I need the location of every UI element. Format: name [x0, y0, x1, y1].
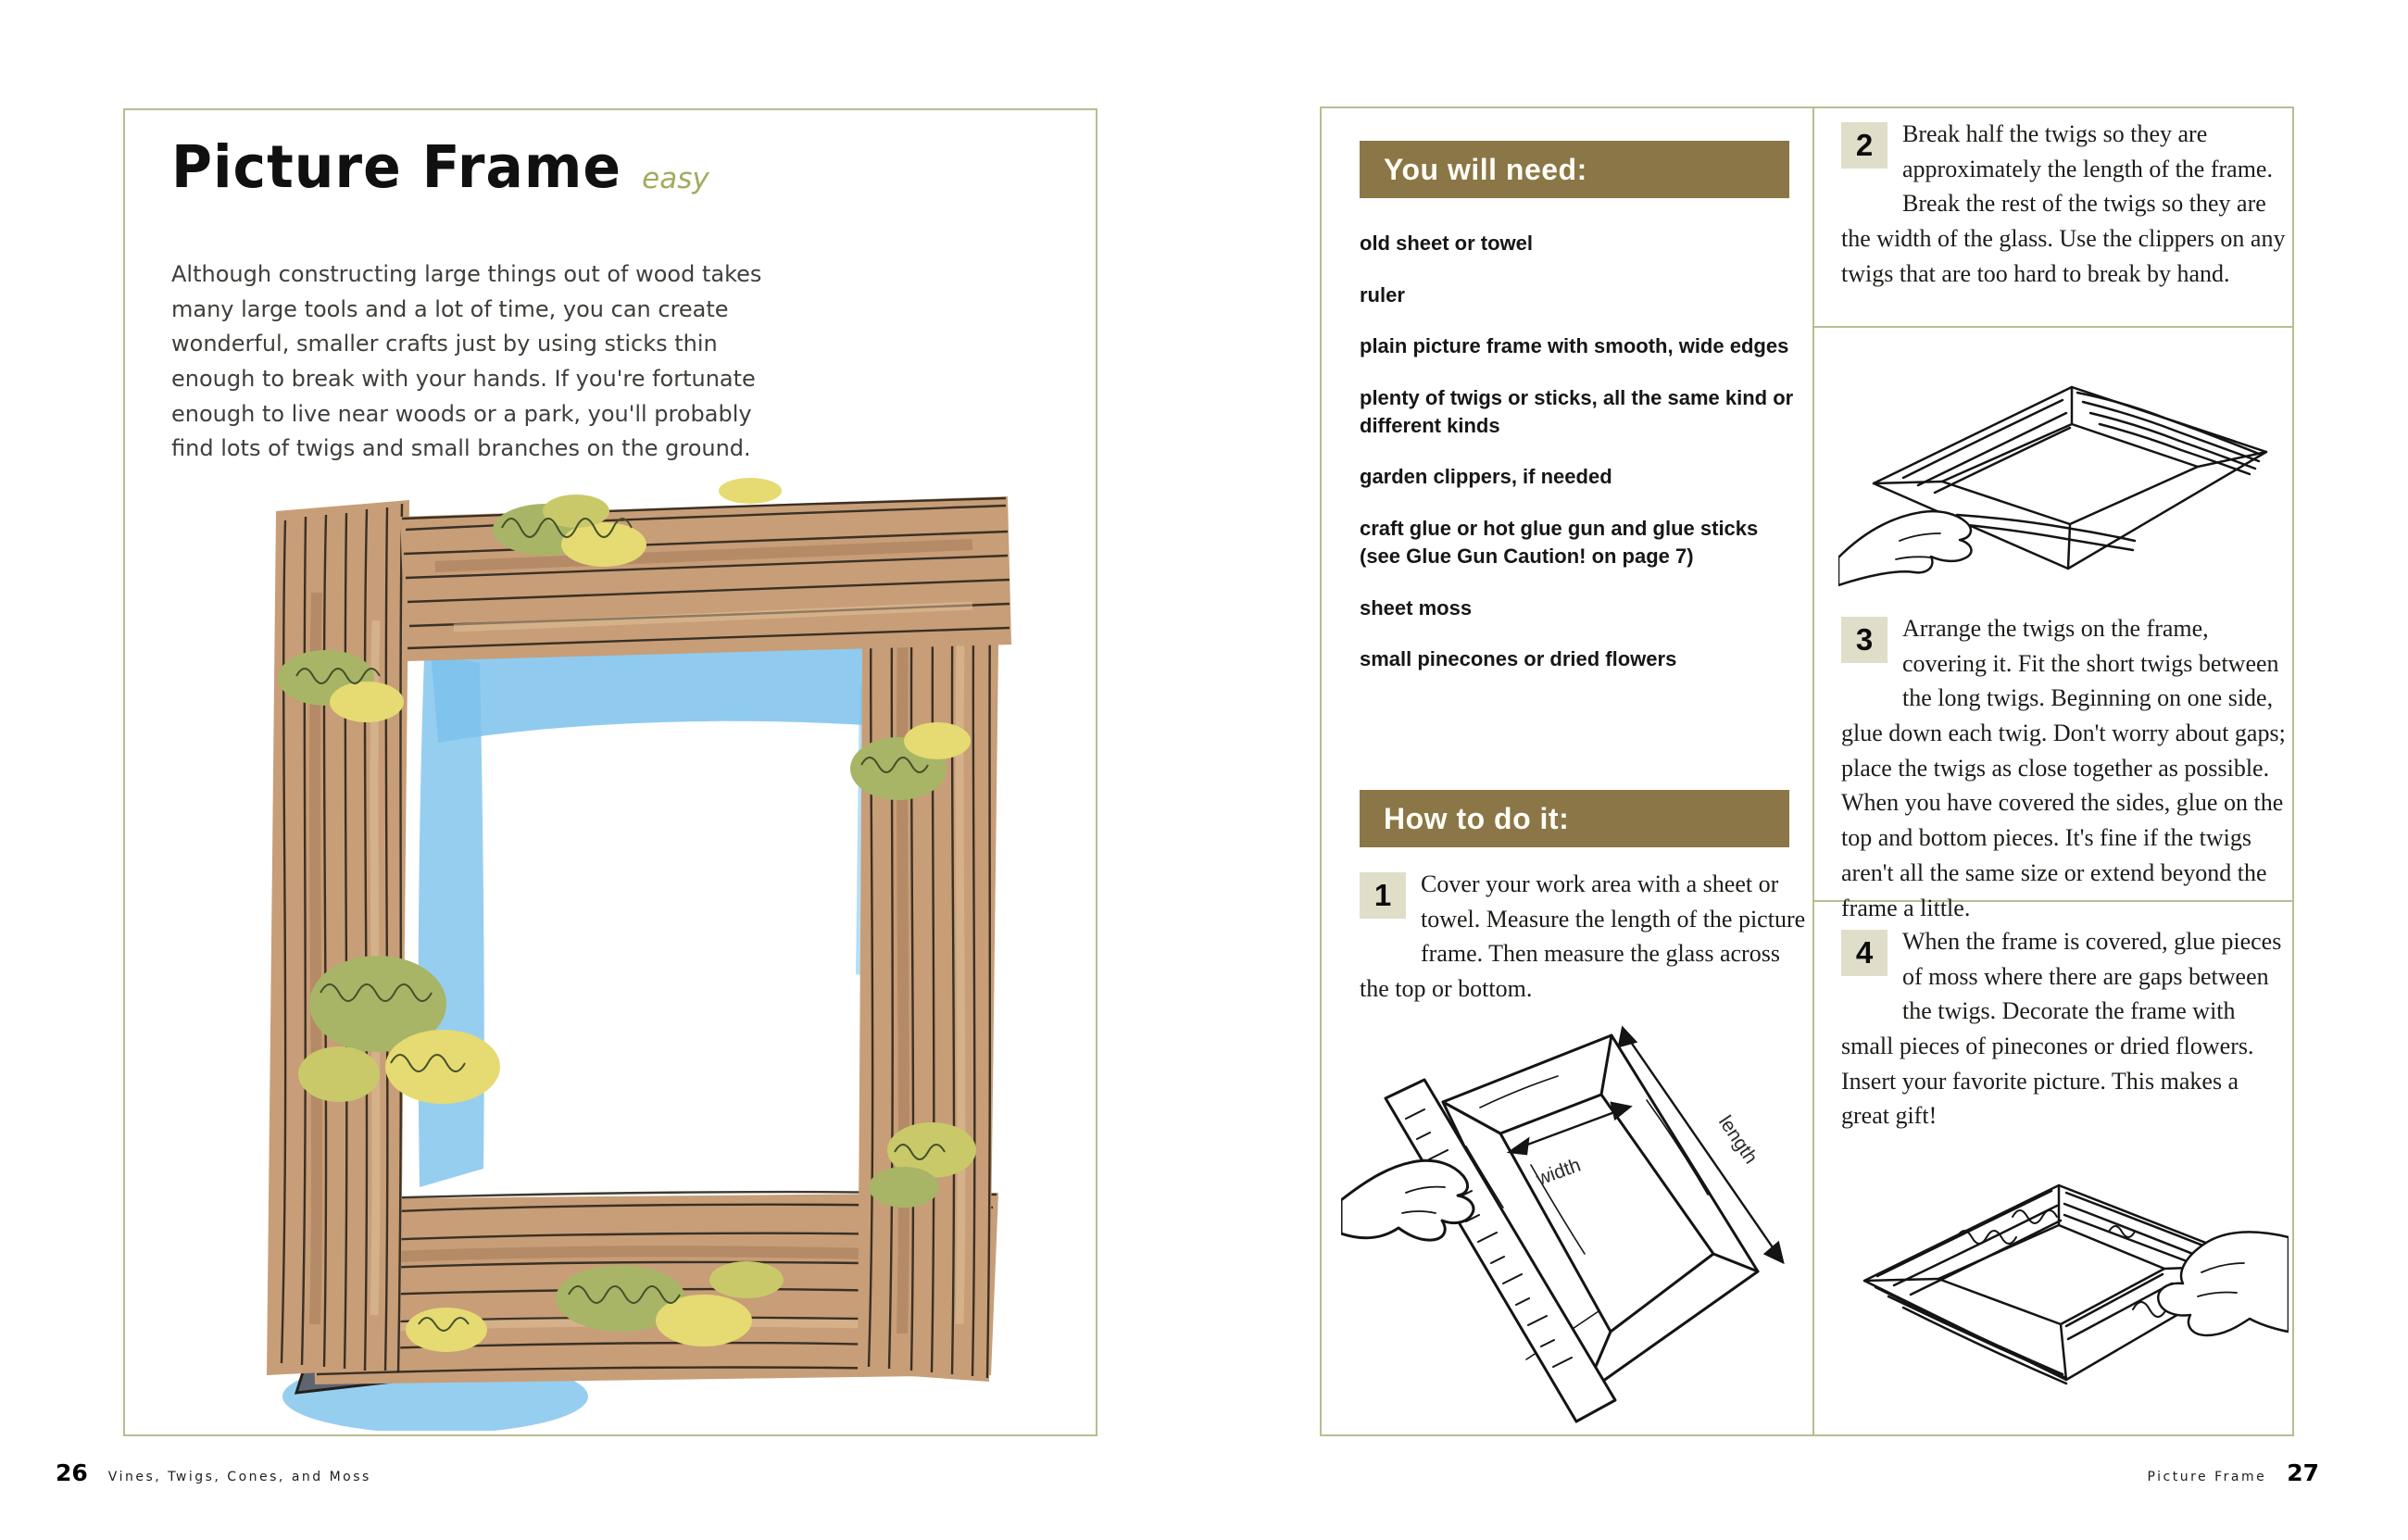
step-1-number: 1: [1360, 872, 1406, 919]
material-item: sheet moss: [1360, 595, 1473, 620]
measuring-frame-illustration: [1341, 1008, 1809, 1429]
material-item: garden clippers, if needed: [1360, 465, 1612, 489]
material-item: plain picture frame with smooth, wide edges: [1360, 334, 1789, 358]
left-page-number: 26: [56, 1459, 88, 1486]
placing-twigs-illustration: [1838, 343, 2289, 602]
length-label: length: [1714, 1111, 1762, 1168]
right-page-number: 27: [2287, 1459, 2319, 1486]
step-3: [1841, 611, 2288, 925]
column-divider: [1812, 106, 1814, 1436]
row-divider-1: [1814, 326, 2294, 328]
step-3-number: 3: [1841, 617, 1888, 663]
project-title-row: [171, 133, 709, 202]
step-1-text: Cover your work area with a sheet or towel. Measure the length of the picture frame. Then measure the glass across the top or bottom.: [1360, 870, 1806, 1003]
step-3-text: Arrange the twigs on the frame, covering it. Fit the short twigs between the long twigs. Beginning on one side, glue down each twig. Don't worry about gaps; place the twigs as close together as possible. When you have covered the sides, glue on the top and bottom pieces. It's fine if the twigs aren't all the same size or extend beyond the frame a little.: [1841, 615, 2286, 921]
material-item: plenty of twigs or sticks, all the same kind or different kinds: [1360, 386, 1794, 437]
twig-frame-watercolor-illustration: [157, 463, 1028, 1431]
page-title: Picture Frame: [171, 133, 622, 202]
step-2-number: 2: [1841, 122, 1888, 169]
left-footer: [56, 1459, 371, 1486]
step-4-number: 4: [1841, 930, 1888, 976]
section-running-title: Picture Frame: [2147, 1470, 2267, 1484]
step-1: [1360, 867, 1806, 1007]
materials-list: [1360, 230, 1802, 697]
step-4: [1841, 924, 2288, 1133]
material-item: craft glue or hot glue gun and glue sticks (see Glue Gun Caution! on page 7): [1360, 517, 1759, 568]
width-label: width: [1533, 1154, 1584, 1190]
placing-moss-illustration: [1838, 1128, 2289, 1429]
how-to-do-it-heading: How to do it:: [1360, 790, 1789, 847]
chapter-running-title: Vines, Twigs, Cones, and Moss: [107, 1470, 371, 1484]
step-2: [1841, 117, 2288, 291]
step-4-text: When the frame is covered, glue pieces of moss where there are gaps between the twigs. Decorate the frame with small pieces of pinecones or dried flowers. Insert your favorite picture. This makes a great gift!: [1841, 928, 2282, 1130]
material-item: old sheet or towel: [1360, 232, 1534, 255]
material-item: ruler: [1360, 282, 1405, 307]
difficulty-label: easy: [642, 162, 709, 195]
step-2-text: Break half the twigs so they are approximately the length of the frame. Break the rest of the twigs so they are the width of the glass. Use the clippers on any twigs that are too hard to break by hand.: [1841, 120, 2286, 287]
intro-paragraph: Although constructing large things out of wood takes many large tools and a lot of time, you can create wonderful, smaller crafts just by using sticks thin enough to break with your hands. If you're fortunate enough to live near woods or a park, you'll probably find lots of twigs and small branches on the ground.: [171, 261, 762, 462]
you-will-need-heading: You will need:: [1360, 141, 1789, 198]
material-item: small pinecones or dried flowers: [1360, 647, 1677, 671]
right-footer: [2147, 1459, 2319, 1486]
